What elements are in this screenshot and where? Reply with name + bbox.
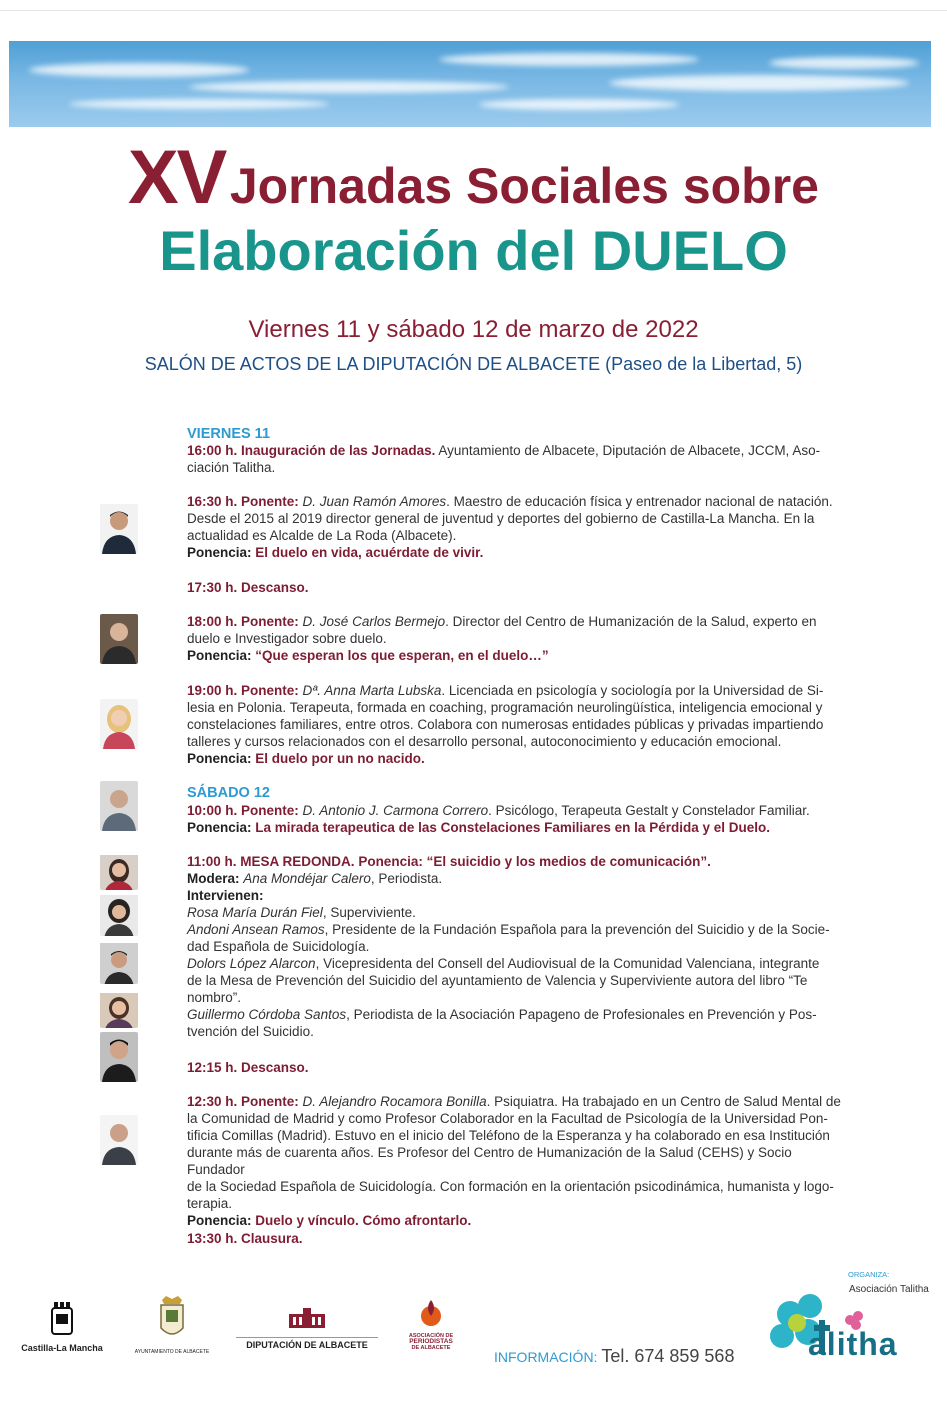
edition-number: XV	[127, 135, 226, 220]
organizer-label: ORGANIZA:	[848, 1270, 890, 1279]
speaker-photo-jose-carlos-bermejo	[100, 614, 138, 664]
program-day-2-heading: SÁBADO 12	[187, 785, 270, 801]
speaker-photo-anna-marta-lubska	[100, 699, 138, 749]
logo-ayuntamiento-albacete: AYUNTAMIENTO DE ALBACETE	[126, 1294, 218, 1355]
speaker-photo-andoni-ansean	[100, 940, 138, 984]
speaker-photo-guillermo-cordoba	[100, 1032, 138, 1082]
program-item-antonio-carmona: 10:00 h. Ponente: D. Antonio J. Carmona Correro. Psicólogo, Terapeuta Gestalt y Constelador Familiar. Ponencia: La mirada terapeutica de las Constelaciones Familiares en la Pérdida y el Duelo.	[187, 803, 810, 835]
speaker-photo-alejandro-rocamora	[100, 1115, 138, 1165]
logo-asociacion-periodistas: ASOCIACIÓN DE PERIODISTAS DE ALBACETE	[400, 1298, 462, 1351]
event-title	[0, 134, 947, 221]
speaker-photo-antonio-carmona	[100, 781, 138, 831]
program-day-1-heading: VIERNES 11	[187, 426, 271, 442]
program-item-break-1: 17:30 h. Descanso.	[187, 580, 309, 595]
top-divider	[0, 10, 947, 11]
building-icon	[285, 1306, 329, 1330]
program-item-inauguration: 16:00 h. Inauguración de las Jornadas. Ayuntamiento de Albacete, Diputación de Albacete, JCCM, Aso- ciación Talitha.	[187, 443, 821, 475]
program-item-closing: 13:30 h. Clausura.	[187, 1231, 303, 1246]
title-line-2: Elaboración del DUELO	[159, 219, 788, 282]
moderator-photo-ana-mondejar	[100, 850, 138, 890]
program-item-break-2: 12:15 h. Descanso.	[187, 1060, 309, 1075]
event-date: Viernes 11 y sábado 12 de marzo de 2022	[248, 316, 699, 343]
program-item-juan-ramon-amores: 16:30 h. Ponente: D. Juan Ramón Amores. Maestro de educación física y entrenador nacional de natación. Desde el 2015 al 2019 director general de juventud y deportes del gobierno de Castilla-La Mancha. En la actualidad es Alcalde de La Roda (Albacete). Ponencia: El duelo en vida, acuérdate de vivir.	[187, 494, 833, 560]
program-item-jose-carlos-bermejo: 18:00 h. Ponente: D. José Carlos Bermejo. Director del Centro de Humanización de la Salud, experto en duelo e Investigador sobre duelo. Ponencia: “Que esperan los que esperan, en el duelo…”	[187, 614, 817, 663]
sky-banner	[9, 41, 931, 127]
logo-diputacion-albacete: DIPUTACIÓN DE ALBACETE	[236, 1306, 378, 1350]
speaker-photo-dolors-lopez	[100, 988, 138, 1028]
contact-info	[494, 1346, 734, 1367]
organizer-name: Asociación Talitha	[849, 1284, 929, 1295]
quill-drop-icon	[417, 1298, 445, 1328]
talitha-wordmark: alitha	[808, 1326, 898, 1362]
coat-of-arms-icon	[156, 1294, 188, 1344]
speaker-photo-rosa-maria-duran	[100, 892, 138, 936]
logo-castilla-la-mancha: Castilla-La Mancha	[18, 1300, 106, 1353]
castle-crest-icon	[49, 1300, 75, 1338]
info-phone: Tel. 674 859 568	[601, 1346, 735, 1366]
event-venue: SALÓN DE ACTOS DE LA DIPUTACIÓN DE ALBACETE (Paseo de la Libertad, 5)	[144, 354, 803, 374]
program-item-alejandro-rocamora: 12:30 h. Ponente: D. Alejandro Rocamora Bonilla. Psiquiatra. Ha trabajado en un Centro de Salud Mental de la Comunidad de Madrid y como Profesor Colaborador en la Facultad de Psicología de la Universidad Pon- tificia Comillas (Madrid). Estuvo en el inicio del Teléfono de la Esperanza y ha colaborado en esa Institución durante más de cuarenta años. Es Profesor del Centro de Humanización de la Salud (CEHS) y Socio Fundador de la Sociedad Española de Suicidología. Con formación en la orientación psicodinámica, humanista y logo- terapia. Ponencia: Duelo y vínculo. Cómo afrontarlo.	[187, 1094, 841, 1228]
info-label: INFORMACIÓN:	[494, 1349, 598, 1365]
title-line-1: Jornadas Sociales sobre	[229, 158, 819, 214]
speaker-photo-juan-ramon-amores	[100, 504, 138, 554]
program-item-anna-marta-lubska: 19:00 h. Ponente: Dª. Anna Marta Lubska. Licenciada en psicología y sociología por la Universidad de Si- lesia en Polonia. Terapeuta, formada en coaching, programación neurolingüística, inteligencia emocional y constelaciones familiares, entre otros. Colabora con numerosas entidades públicas y privadas impartiendo talleres y cursos relacionados con el desarrollo personal, autoconocimiento y educación emocional. Ponencia: El duelo por un no nacido.	[187, 683, 824, 766]
program-item-round-table: 11:00 h. MESA REDONDA. Ponencia: “El suicidio y los medios de comunicación”. Modera: Ana Mondéjar Calero, Periodista. Intervienen: Rosa María Durán Fiel, Superviviente. Andoni Ansean Ramos, Presidente de la Fundación Española para la prevención del Suicidio y de la Socie- dad Española de Suicidología. Dolors López Alarcon, Vicepresidenta del Consell del Audiovisual de la Comunidad Valenciana, integrante de la Mesa de Prevención del Suicidio del ayuntamiento de Valencia y Superviviente autora del libro “Te nombro”. Guillermo Córdoba Santos, Periodista de la Asociación Papageno de Profesionales en Prevención y Pos- tvención del Suicidio.	[187, 854, 830, 1039]
